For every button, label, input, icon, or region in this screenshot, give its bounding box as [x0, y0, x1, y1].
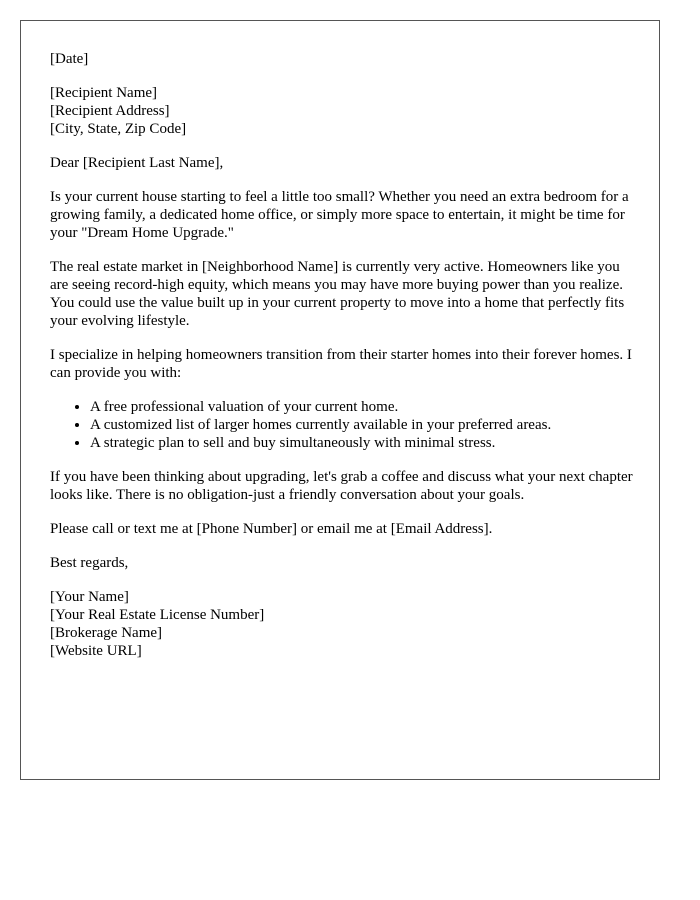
list-item: • A strategic plan to sell and buy simultaneously with minimal stress.: [90, 434, 640, 452]
recipient-address-block: [50, 84, 640, 138]
recipient-address: [Recipient Address]: [50, 103, 170, 119]
signature-block: [50, 588, 640, 660]
contact-paragraph: Please call or text me at [Phone Number] or email me at [Email Address].: [50, 521, 493, 537]
salutation: Dear [Recipient Last Name],: [50, 155, 224, 171]
benefits-list: [50, 398, 640, 452]
sender-name: [Your Name]: [50, 589, 129, 605]
invitation-paragraph: If you have been thinking about upgrading, let's grab a coffee and discuss what your next chapter looks like. There is no obligation-just a friendly conversation about your goals.: [50, 469, 633, 503]
recipient-name: [Recipient Name]: [50, 85, 158, 101]
sender-license: [Your Real Estate License Number]: [50, 607, 265, 623]
market-paragraph: The real estate market in [Neighborhood Name] is currently very active. Homeowners like you are seeing record-high equity, which means you may have more buying power than you realize. You could use the value built up in your current property to move into a home that perfectly fits your evolving lifestyle.: [50, 259, 625, 329]
signoff: Best regards,: [50, 555, 129, 571]
services-paragraph: I specialize in helping homeowners transition from their starter homes into their forever homes. I can provide you with:: [50, 347, 632, 381]
list-item: • A free professional valuation of your current home.: [90, 398, 640, 416]
list-item: • A customized list of larger homes currently available in your preferred areas.: [90, 416, 640, 434]
sender-brokerage: [Brokerage Name]: [50, 625, 163, 641]
sender-website: [Website URL]: [50, 643, 142, 659]
date-block: [50, 50, 640, 68]
letter-date: [Date]: [50, 51, 89, 67]
intro-paragraph: Is your current house starting to feel a little too small? Whether you need an extra bedroom for a growing family, a dedicated home office, or simply more space to entertain, it might be time for your "Dream Home Upgrade.": [50, 189, 629, 241]
letter-body: [50, 50, 640, 676]
letter-frame: [20, 20, 660, 780]
recipient-city-state-zip: [City, State, Zip Code]: [50, 121, 187, 137]
